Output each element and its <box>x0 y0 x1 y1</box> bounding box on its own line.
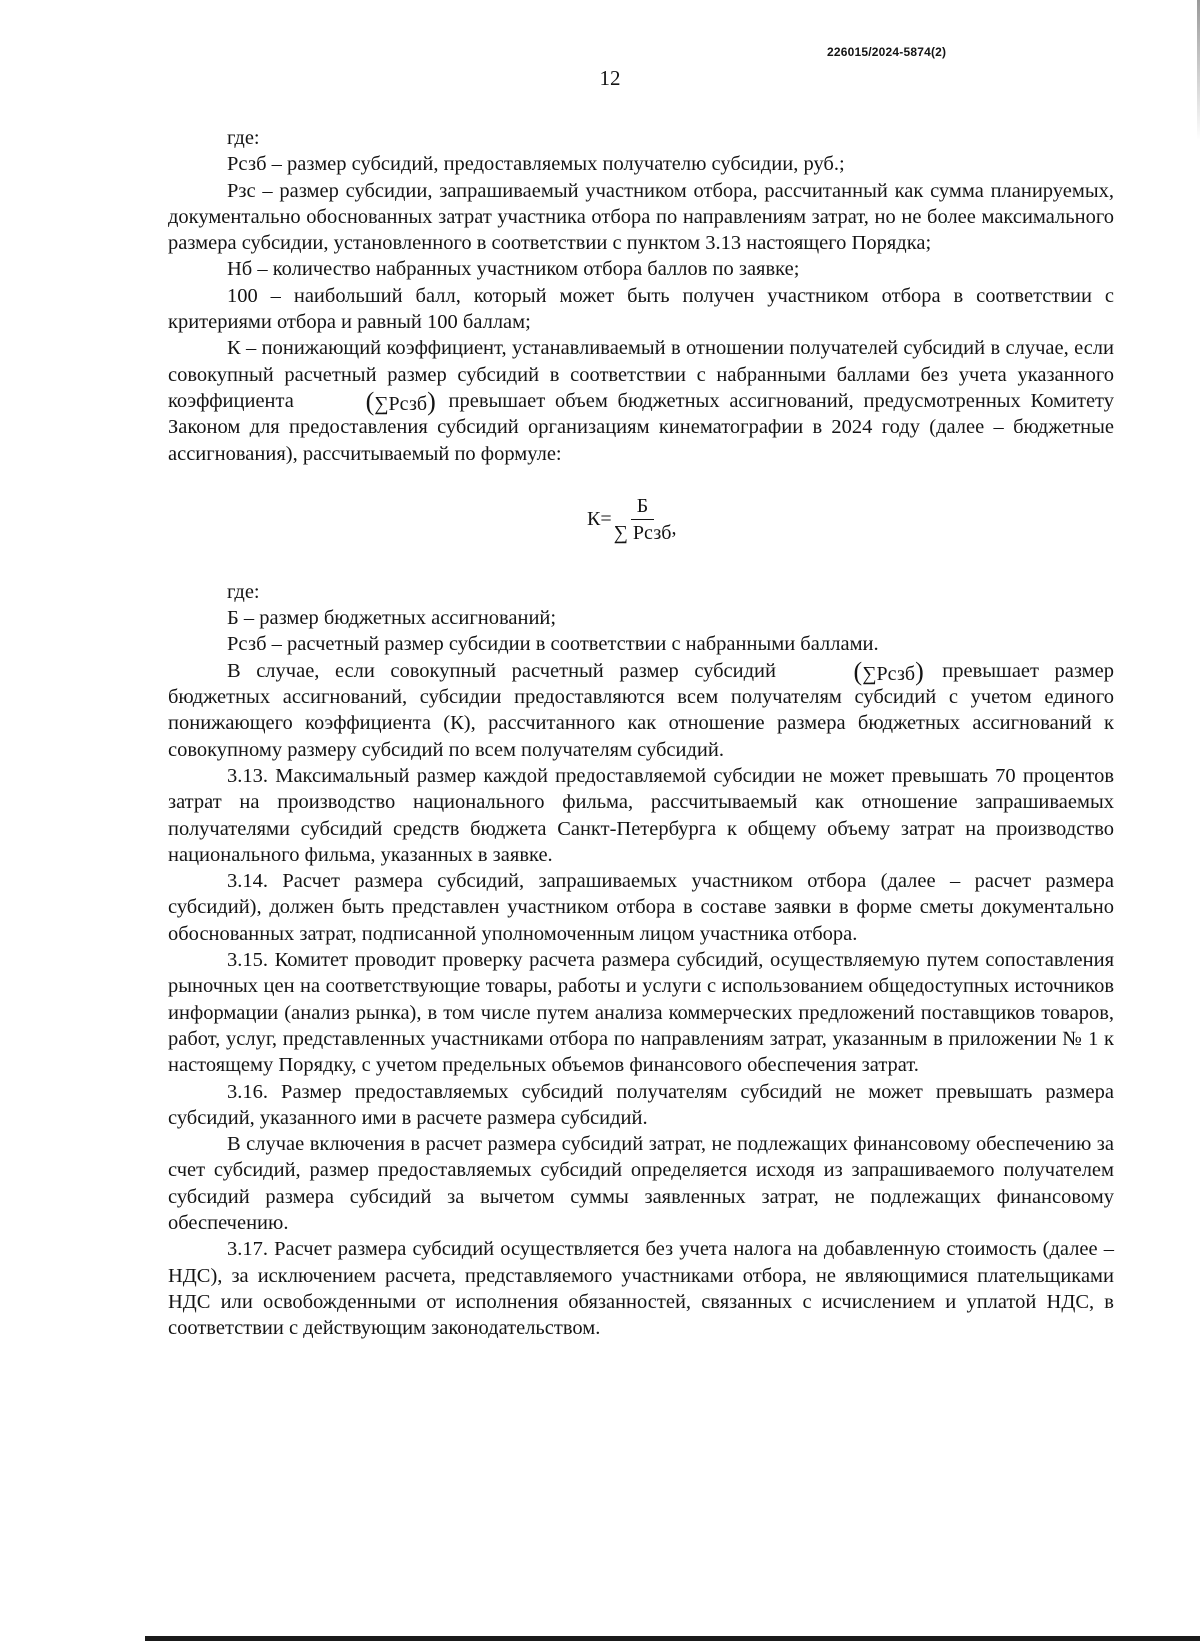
k-definition-text-1: К – понижающий коэффициент, устанавливаемый в отношении получателей субсидий в случае, если совокупный расчетный размер субсидий в соответствии с набранными баллами без учета указанного коэффициента <box>168 337 1114 412</box>
k-definition-text-2: превышает объем бюджетных ассигнований, предусмотренных Комитету Законом для предоставления субсидий организациям кинематографии в 2024 году (далее – бюджетные ассигнования), рассчитываемый по формуле: <box>168 389 1114 465</box>
paragraph-3-14: 3.14. Расчет размера субсидий, запрашиваемых участником отбора (далее – расчет размера субсидий), должен быть представлен участником отбора в составе заявки в форме сметы документально обоснованных затрат, подписанной уполномоченным лицом участника отбора. <box>168 870 1114 945</box>
paragraph-rszb2-definition: Рсзб – расчетный размер субсидии в соответствии с набранными баллами. <box>227 633 879 656</box>
formula-denominator: ∑ Рсзб <box>613 521 672 544</box>
sum-rszb: ∑Рсзб <box>374 392 428 415</box>
scan-bottom-edge <box>145 1636 1200 1641</box>
document-body <box>168 125 1114 1341</box>
paragraph-k-definition <box>168 335 1114 466</box>
formula-fraction <box>614 495 672 544</box>
paragraph-3-13: 3.13. Максимальный размер каждой предоставляемой субсидии не может превышать 70 процентов затрат на производство национального фильма, рассчитываемый как отношение запрашиваемых получателями субсидий средств бюджета Санкт-Петербурга к общему объему затрат на производство национального фильма, указанных в заявке. <box>168 764 1114 866</box>
sum-rszb-2: ∑Рсзб <box>862 662 916 685</box>
formula-block <box>168 467 1114 579</box>
sum-expression-2: (∑Рсзб) <box>853 656 924 686</box>
paragraph-case <box>168 658 1114 763</box>
formula-lhs: К= <box>587 508 612 531</box>
case-text-2: превышает размер бюджетных ассигнований, субсидии предоставляются всем получателям субсидий с учетом единого понижающего коэффициента (К), рассчитанного как отношение размера бюджетных ассигнований к совокупному размеру субсидий по всем получателям субсидий. <box>168 659 1114 761</box>
case-text-1: В случае, если совокупный расчетный размер субсидий <box>227 659 777 682</box>
formula-trail: , <box>671 517 677 540</box>
formula-numerator: Б <box>631 495 654 520</box>
paragraph-nb-definition: Нб – количество набранных участником отбора баллов по заявке; <box>227 258 800 281</box>
paragraph-3-16: 3.16. Размер предоставляемых субсидий получателям субсидий не может превышать размера субсидий, указанного ими в расчете размера субсидий. <box>168 1080 1114 1129</box>
paragraph-100-definition: 100 – наибольший балл, который может быть получен участником отбора в соответствии с критериями отбора и равный 100 баллам; <box>168 284 1114 334</box>
paragraph-b-definition: Б – размер бюджетных ассигнований; <box>227 607 557 630</box>
paragraph-rszb-definition: Рсзб – размер субсидий, предоставляемых получателю субсидии, руб.; <box>227 153 845 176</box>
paragraph-3-17: 3.17. Расчет размера субсидий осуществляется без учета налога на добавленную стоимость (далее – НДС), за исключением расчета, представляемого участниками отбора, не являющимися плательщиками НДС или освобожденными от исполнения обязанностей, связанных с исчислением и уплатой НДС, в соответствии с действующим законодательством. <box>168 1238 1114 1340</box>
paragraph-3-15: 3.15. Комитет проводит проверку расчета размера субсидий, осуществляемую путем сопоставления рыночных цен на соответствующие товары, работы и услуги с использованием общедоступных источников информации (анализ рынка), в том числе путем анализа коммерческих предложений поставщиков товаров, работ, услуг, представленных участниками отбора по направлениям затрат, указанным в приложении № 1 к настоящему Порядку, с учетом предельных объемов финансового обеспечения затрат. <box>168 949 1114 1077</box>
where-label-2: где: <box>227 580 260 603</box>
k-formula <box>587 495 676 544</box>
paragraph-rzs-definition: Рзс – размер субсидии, запрашиваемый участником отбора, рассчитанный как сумма планируемых, документально обоснованных затрат участника отбора по направлениям затрат, но не более максимального размера субсидии, установленного в соответствии с пунктом 3.13 настоящего Порядка; <box>168 179 1114 255</box>
paragraph-3-16b: В случае включения в расчет размера субсидий затрат, не подлежащих финансовому обеспечению за счет субсидий, размер предоставляемых субсидий определяется исходя из запрашиваемого получателем субсидий размера субсидий за вычетом суммы заявленных затрат, не подлежащих финансовому обеспечению. <box>168 1133 1114 1234</box>
document-number: 226015/2024-5874(2) <box>827 45 947 59</box>
page-number: 12 <box>599 66 621 90</box>
where-label: где: <box>227 127 260 149</box>
sum-expression: (∑Рсзб) <box>365 386 436 416</box>
